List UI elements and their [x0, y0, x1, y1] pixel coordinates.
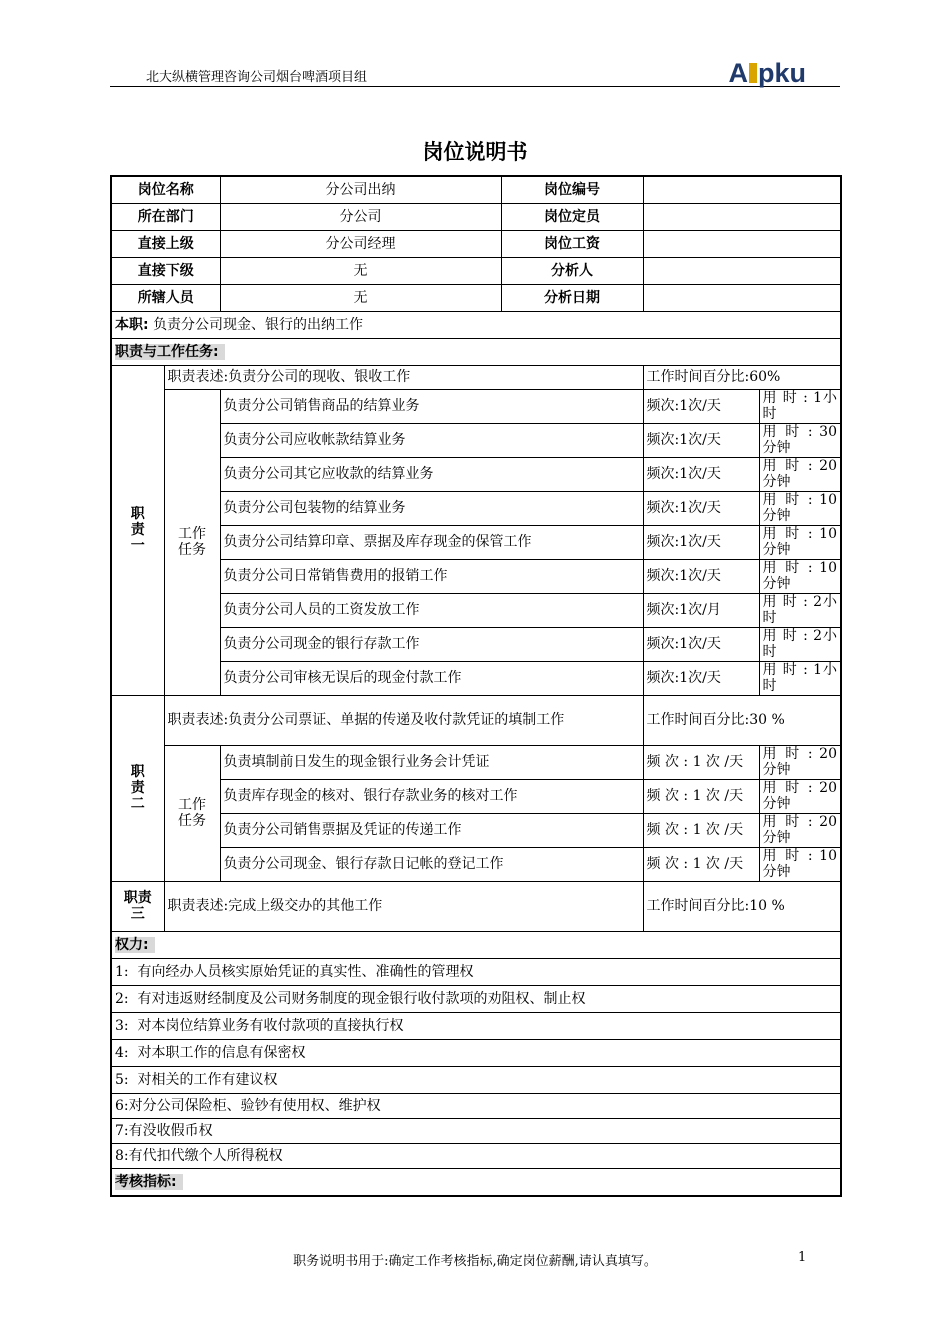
task-text: 负责分公司审核无误后的现金付款工作 — [220, 661, 643, 695]
task-frequency: 频次:1次/天 — [643, 559, 759, 593]
power-row — [111, 1143, 841, 1168]
page-title: 岗位说明书 — [422, 140, 528, 164]
task-time: 用 时 : 20分钟 — [759, 813, 841, 847]
powers-header-row — [111, 931, 841, 958]
power-item: 5: 对相关的工作有建议权 — [111, 1066, 841, 1093]
power-row — [111, 1066, 841, 1093]
power-row — [111, 1118, 841, 1143]
info-value: 分公司经理 — [220, 230, 501, 257]
company-logo: A pku — [728, 58, 806, 88]
task-time: 用 时 : 10分钟 — [759, 847, 841, 881]
task-frequency: 频次:1次/天 — [643, 491, 759, 525]
page-header — [110, 58, 840, 87]
job-summary: 本职: 负责分公司现金、银行的出纳工作 — [111, 311, 841, 338]
task-frequency: 频 次 : 1 次 /天 — [643, 813, 759, 847]
info-value: 无 — [220, 284, 501, 311]
page-number: 1 — [798, 1250, 807, 1265]
task-time: 用 时 : 10分钟 — [759, 525, 841, 559]
duty1-label: 职责一 — [111, 365, 164, 695]
task-frequency: 频 次 : 1 次 /天 — [643, 745, 759, 779]
power-item: 8:有代扣代缴个人所得税权 — [111, 1143, 841, 1168]
info-value — [643, 203, 841, 230]
task-row — [111, 423, 841, 457]
task-row — [111, 627, 841, 661]
duty3-statement: 职责表述:完成上级交办的其他工作 — [164, 881, 643, 931]
duty2-percent: 工作时间百分比:30 % — [643, 695, 841, 745]
task-time: 用 时 : 20分钟 — [759, 745, 841, 779]
power-item: 2: 有对违返财经制度及公司财务制度的现金银行收付款项的劝阻权、制止权 — [111, 985, 841, 1012]
power-item: 7:有没收假币权 — [111, 1118, 841, 1143]
task-text: 负责分公司结算印章、票据及库存现金的保管工作 — [220, 525, 643, 559]
task-text: 负责分公司现金的银行存款工作 — [220, 627, 643, 661]
logo-bar-icon — [749, 63, 757, 83]
task-text: 负责填制前日发生的现金银行业务会计凭证 — [220, 745, 643, 779]
info-label: 分析日期 — [501, 284, 643, 311]
task-time: 用 时 : 10分钟 — [759, 559, 841, 593]
task-frequency: 频次:1次/天 — [643, 661, 759, 695]
task-frequency: 频次:1次/天 — [643, 457, 759, 491]
task-text: 负责分公司日常销售费用的报销工作 — [220, 559, 643, 593]
task-time: 用 时 : 1小时 — [759, 389, 841, 423]
task-time: 用 时 : 1小时 — [759, 661, 841, 695]
power-row — [111, 985, 841, 1012]
job-summary-row — [111, 311, 841, 338]
kpi-header-row — [111, 1168, 841, 1196]
info-row — [111, 176, 841, 203]
task-text: 负责分公司包装物的结算业务 — [220, 491, 643, 525]
info-value — [643, 176, 841, 203]
task-time: 用 时 : 30分钟 — [759, 423, 841, 457]
duties-header: 职责与工作任务: — [111, 338, 841, 365]
task-row — [111, 813, 841, 847]
task-row — [111, 745, 841, 779]
task-row — [111, 559, 841, 593]
power-item: 3: 对本岗位结算业务有收付款项的直接执行权 — [111, 1012, 841, 1039]
duty2-label: 职责二 — [111, 695, 164, 881]
power-row — [111, 1012, 841, 1039]
kpi-header: 考核指标: — [111, 1168, 841, 1196]
task-frequency: 频次:1次/天 — [643, 389, 759, 423]
task-frequency: 频次:1次/月 — [643, 593, 759, 627]
task-time: 用 时 : 2小时 — [759, 593, 841, 627]
task-frequency: 频 次 : 1 次 /天 — [643, 779, 759, 813]
task-text: 负责分公司人员的工资发放工作 — [220, 593, 643, 627]
power-row — [111, 958, 841, 985]
info-row — [111, 203, 841, 230]
task-text: 负责分公司销售商品的结算业务 — [220, 389, 643, 423]
duty2-statement: 职责表述:负责分公司票证、单据的传递及收付款凭证的填制工作 — [164, 695, 643, 745]
duty1-percent: 工作时间百分比:60% — [643, 365, 841, 389]
info-value: 分公司出纳 — [220, 176, 501, 203]
task-text: 负责分公司应收帐款结算业务 — [220, 423, 643, 457]
duty1-task-label: 工作任务 — [164, 389, 220, 695]
info-value: 分公司 — [220, 203, 501, 230]
info-label: 所辖人员 — [111, 284, 220, 311]
info-value — [643, 257, 841, 284]
task-time: 用 时 : 2小时 — [759, 627, 841, 661]
task-text: 负责库存现金的核对、银行存款业务的核对工作 — [220, 779, 643, 813]
info-row — [111, 284, 841, 311]
task-frequency: 频次:1次/天 — [643, 525, 759, 559]
info-label: 直接上级 — [111, 230, 220, 257]
task-row — [111, 593, 841, 627]
duty1-statement-row — [111, 365, 841, 389]
duty3-percent: 工作时间百分比:10 % — [643, 881, 841, 931]
task-row — [111, 491, 841, 525]
page-footer: 职务说明书用于:确定工作考核指标,确定岗位薪酬,请认真填写。 — [293, 1254, 657, 1269]
task-row — [111, 389, 841, 423]
info-label: 岗位工资 — [501, 230, 643, 257]
duty3-row — [111, 881, 841, 931]
task-frequency: 频 次 : 1 次 /天 — [643, 847, 759, 881]
duty2-task-label: 工作任务 — [164, 745, 220, 881]
task-time: 用 时 : 20分钟 — [759, 457, 841, 491]
info-value: 无 — [220, 257, 501, 284]
info-label: 岗位定员 — [501, 203, 643, 230]
power-item: 1: 有向经办人员核实原始凭证的真实性、准确性的管理权 — [111, 958, 841, 985]
duties-header-row — [111, 338, 841, 365]
info-row — [111, 230, 841, 257]
task-text: 负责分公司现金、银行存款日记帐的登记工作 — [220, 847, 643, 881]
info-label: 直接下级 — [111, 257, 220, 284]
duty3-label: 职责三 — [111, 881, 164, 931]
task-time: 用 时 : 10分钟 — [759, 491, 841, 525]
info-value — [643, 284, 841, 311]
info-row — [111, 257, 841, 284]
duty1-statement: 职责表述:负责分公司的现收、银收工作 — [164, 365, 643, 389]
power-item: 6:对分公司保险柜、验钞有使用权、维护权 — [111, 1093, 841, 1118]
task-row — [111, 457, 841, 491]
job-description-table — [110, 175, 842, 1197]
task-row — [111, 525, 841, 559]
info-value — [643, 230, 841, 257]
info-label: 岗位编号 — [501, 176, 643, 203]
header-company: 北大纵横管理咨询公司烟台啤酒项目组 — [146, 70, 368, 85]
powers-header: 权力: — [111, 931, 841, 958]
power-row — [111, 1039, 841, 1066]
info-label: 分析人 — [501, 257, 643, 284]
task-row — [111, 779, 841, 813]
power-row — [111, 1093, 841, 1118]
task-time: 用 时 : 20分钟 — [759, 779, 841, 813]
task-text: 负责分公司其它应收款的结算业务 — [220, 457, 643, 491]
power-item: 4: 对本职工作的信息有保密权 — [111, 1039, 841, 1066]
info-label: 所在部门 — [111, 203, 220, 230]
info-label: 岗位名称 — [111, 176, 220, 203]
task-frequency: 频次:1次/天 — [643, 627, 759, 661]
task-text: 负责分公司销售票据及凭证的传递工作 — [220, 813, 643, 847]
task-row — [111, 661, 841, 695]
task-frequency: 频次:1次/天 — [643, 423, 759, 457]
duty2-statement-row — [111, 695, 841, 745]
task-row — [111, 847, 841, 881]
